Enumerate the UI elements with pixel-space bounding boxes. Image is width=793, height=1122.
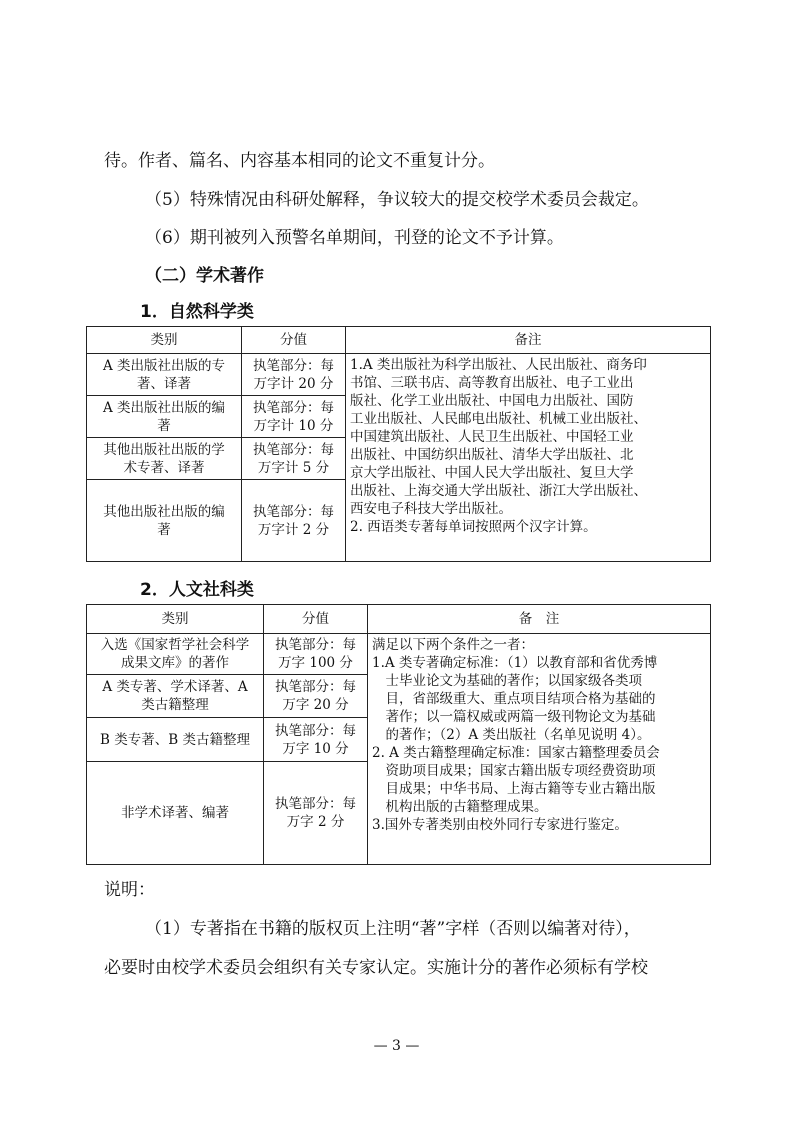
header-score: 分值 <box>242 327 346 354</box>
score-cell <box>242 438 346 480</box>
score-line: 万字计 20 分 <box>253 375 334 392</box>
header-score: 分值 <box>264 605 368 634</box>
score-cell <box>242 354 346 396</box>
explanation-label: 说明： <box>104 880 155 900</box>
score-line: 执笔部分：每 <box>253 441 334 458</box>
category-line: B 类专著、B 类古籍整理 <box>100 731 250 748</box>
notes-cell <box>346 354 711 562</box>
score-cell <box>242 480 346 562</box>
category-line: 入选《国家哲学社会科学 <box>100 637 250 653</box>
category-line: 其他出版社出版的编 <box>103 503 225 520</box>
page-number: — 3 — <box>373 1038 420 1054</box>
category-line: 著、译著 <box>137 375 191 392</box>
explanation-line-2: 必要时由校学术委员会组织有关专家认定。实施计分的著作必须标有学校 <box>104 958 648 978</box>
humanities-title: 2．人文社科类 <box>140 580 254 600</box>
category-cell <box>87 675 264 718</box>
notes-cell <box>368 634 711 865</box>
category-line: A 类出版社出版的编 <box>102 399 226 416</box>
category-cell <box>87 718 264 762</box>
score-line: 万字 20 分 <box>282 697 349 713</box>
category-line: 成果文库》的著作 <box>121 655 229 671</box>
section-title: （二）学术著作 <box>145 266 264 286</box>
score-line: 执笔部分：每 <box>275 637 356 653</box>
humanities-table <box>86 604 711 865</box>
note-line: 京大学出版社、中国人民大学出版社、复旦大学 <box>350 465 634 481</box>
note-line: 工业出版社、人民邮电出版社、机械工业出版社、 <box>350 411 647 427</box>
table-row <box>87 634 711 675</box>
score-line: 执笔部分：每 <box>253 503 334 520</box>
category-line: 术专著、译著 <box>123 459 205 476</box>
score-line: 万字计 10 分 <box>253 417 334 434</box>
paragraph-item-6: （6）期刊被列入预警名单期间，刊登的论文不予计算。 <box>145 228 564 248</box>
note-line: 1.A 类专著确定标准：（1）以教育部和省优秀博 <box>372 655 658 671</box>
note-line: 中国建筑出版社、人民卫生出版社、中国轻工业 <box>350 429 634 445</box>
category-line: 著 <box>157 417 171 434</box>
note-line: 士毕业论文为基础的著作；以国家级各类项 <box>372 673 642 689</box>
table-header-row <box>87 327 711 354</box>
category-line: A 类出版社出版的专 <box>102 357 226 374</box>
score-line: 执笔部分：每 <box>253 357 334 374</box>
score-cell <box>264 675 368 718</box>
note-line: 3.国外专著类别由校外同行专家进行鉴定。 <box>372 817 628 833</box>
score-cell <box>264 634 368 675</box>
score-cell <box>264 718 368 762</box>
score-line: 万字 100 分 <box>278 655 353 671</box>
note-line: 1.A 类出版社为科学出版社、人民出版社、商务印 <box>350 357 647 373</box>
score-line: 执笔部分：每 <box>275 679 356 695</box>
score-cell <box>264 762 368 865</box>
category-cell <box>87 438 242 480</box>
table-row <box>87 354 711 396</box>
note-line: 2. 西语类专著每单词按照两个汉字计算。 <box>350 519 597 535</box>
category-cell <box>87 396 242 438</box>
category-cell <box>87 354 242 396</box>
category-cell <box>87 634 264 675</box>
score-line: 执笔部分：每 <box>275 796 356 812</box>
note-line: 目成果；中华书局、上海古籍等专业古籍出版 <box>372 781 656 797</box>
header-category: 类别 <box>87 327 242 354</box>
score-line: 万字 2 分 <box>286 814 345 830</box>
note-line: 版社、化学工业出版社、中国电力出版社、国防 <box>350 393 634 409</box>
note-line: 西安电子科技大学出版社。 <box>350 501 512 517</box>
note-line: 资助项目成果；国家古籍出版专项经费资助项 <box>372 763 656 779</box>
header-notes: 备注 <box>346 327 711 354</box>
note-line: 2. A 类古籍整理确定标准：国家古籍整理委员会 <box>372 745 660 761</box>
category-cell <box>87 480 242 562</box>
category-line: 其他出版社出版的学 <box>103 441 225 458</box>
note-line: 机构出版的古籍整理成果。 <box>372 799 548 815</box>
natural-science-title: 1．自然科学类 <box>140 302 254 322</box>
score-cell <box>242 396 346 438</box>
note-line: 满足以下两个条件之一者： <box>372 637 534 653</box>
table-header-row <box>87 605 711 634</box>
score-line: 万字 10 分 <box>282 740 349 757</box>
natural-science-table <box>86 326 711 562</box>
note-line: 目，省部级重大、重点项目结项合格为基础的 <box>372 691 656 707</box>
header-category: 类别 <box>87 605 264 634</box>
note-line: 著作；以一篇权威或两篇一级刊物论文为基础 <box>372 709 656 725</box>
note-line: 的著作；（2）A 类出版社（名单见说明 4）。 <box>372 727 651 743</box>
paragraph-item-5: （5）特殊情况由科研处解释，争议较大的提交校学术委员会裁定。 <box>145 190 649 210</box>
category-line: 非学术译著、编著 <box>121 805 229 821</box>
score-line: 万字计 2 分 <box>257 521 330 538</box>
header-notes: 备 注 <box>368 605 711 634</box>
paragraph-continuation: 待。作者、篇名、内容基本相同的论文不重复计分。 <box>104 151 495 171</box>
category-cell <box>87 762 264 865</box>
note-line: 书馆、三联书店、高等教育出版社、电子工业出 <box>350 375 634 391</box>
note-line: 出版社、中国纺织出版社、清华大学出版社、北 <box>350 447 634 463</box>
score-line: 万字计 5 分 <box>257 459 330 476</box>
score-line: 执笔部分：每 <box>275 722 356 739</box>
category-line: A 类专著、学术译著、A <box>102 679 248 695</box>
category-line: 著 <box>157 521 171 538</box>
note-line: 出版社、上海交通大学出版社、浙江大学出版社、 <box>350 483 647 499</box>
explanation-line-1: （1）专著指在书籍的版权页上注明“著”字样（否则以编著对待）， <box>145 919 641 939</box>
category-line: 类古籍整理 <box>141 697 209 713</box>
score-line: 执笔部分：每 <box>253 399 334 416</box>
